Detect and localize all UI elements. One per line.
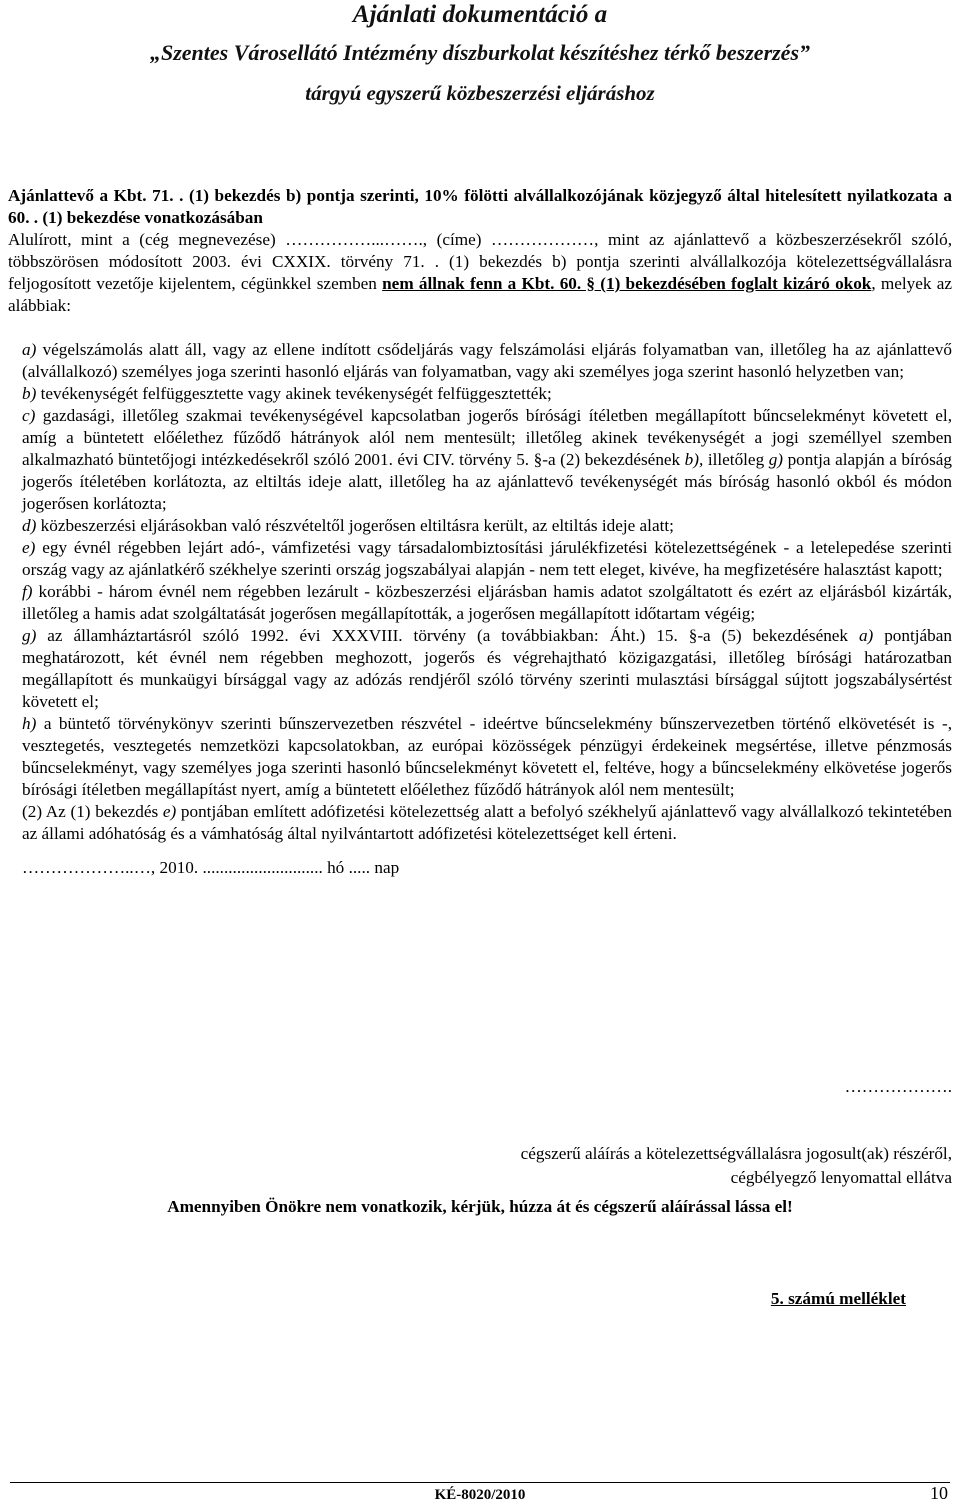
list-item-c: c) gazdasági, illetőleg szakmai tevékenységével kapcsolatban jogerős bírósági ítéletben megállapított bűncselekményt követett el, amíg a büntetett előélethez fűződő hátrányok alól nem mentesült; illetőleg akinek tevékenységét a jogi személlyel szemben alkalmazható büntetőjogi intézkedésekről szóló 2001. évi CIV. törvény 5. §-a (2) bekezdésének b), illetőleg g) pontja alapján a bíróság jogerős ítéletében korlátozta, az eltiltás ideje alatt, illetőleg ha az ajánlattevő tevékenységét más bíróság hasonló okból és módon jogerősen korlátozta; <box>22 406 952 513</box>
instruction-note: Amennyiben Önökre nem vonatkozik, kérjük, húzza át és cégszerű aláírással lássa el! <box>167 1197 793 1216</box>
list-item-e: e) egy évnél régebben lejárt adó-, vámfizetési vagy társadalombiztosítási járulékfizetési kötelezettségének - a letelepedése szerinti ország vagy az ajánlatkérő székhelye szerinti ország jogszabályai alapján - nem tett eleget, kivéve, ha megfizetésére halasztást kapott; <box>22 538 952 579</box>
attachment-label: 5. számú melléklet <box>770 1289 906 1308</box>
list-item-f: f) korábbi - három évnél nem régebben lezárult - közbeszerzési eljárásban hamis adatot szolgáltatott és ezért az eljárásból kizárták, illetőleg a hamis adat szolgáltatását jogerősen megállapították, a jogerősen megállapított időtartam végéig; <box>22 582 952 623</box>
signature-dots: ………………. <box>844 1077 952 1096</box>
footer-doc-id: KÉ-8020/2010 <box>434 1487 526 1503</box>
list-item-d: d) közbeszerzési eljárásokban való részvételtől jogerősen eltiltásra került, az eltiltás ideje alatt; <box>22 516 674 535</box>
list-item-g: g) az államháztartásról szóló 1992. évi XXXVIII. törvény (a továbbiakban: Áht.) 15. §-a (5) bekezdésének a) pontjában meghatározott, két évnél nem régebben meghozott, jogerős és végrehajtható közigazgatási, illetőleg bírósági határozatban megállapított és munkaügyi bírsággal vagy az adózás rendjéről szóló törvény szerinti mulasztási bírsággal sújtott jogszabálysértést követett el; <box>22 626 952 711</box>
list-item-b: b) tevékenységét felfüggesztette vagy akinek tevékenységét felfüggesztették; <box>22 384 552 403</box>
section-title: Ajánlattevő a Kbt. 71. . (1) bekezdés b) pontja szerinti, 10% fölötti alvállalkozójának közjegyző által hitelesített nyilatkozata a 60. . (1) bekezdése vonatkozásában <box>8 186 952 227</box>
footer-rule <box>10 1482 950 1483</box>
intro-end: , melyek az alábbiak: <box>8 274 952 315</box>
list-item-a: a) végelszámolás alatt áll, vagy az ellene indított csődeljárás vagy felszámolási eljárás folyamatban van, illetőleg ha az ajánlattevő (alvállalkozó) személyes joga szerinti hasonló eljárás van folyamatban, vagy aki személyes joga szerint hasonló helyzetben van; <box>22 340 952 381</box>
date-line: ………………..…, 2010. ............................ hó ..... nap <box>22 858 400 877</box>
signature-line-2: cégbélyegző lenyomattal ellátva <box>730 1168 952 1187</box>
spacer <box>8 845 952 857</box>
document-header <box>0 0 960 108</box>
signature-line-1: cégszerű aláírás a kötelezettségvállalásra jogosult(ak) részéről, <box>520 1144 952 1163</box>
spacer <box>8 317 952 339</box>
paragraph-2: (2) Az (1) bekezdés e) pontjában említett adófizetési kötelezettség alatt a befolyó székhelyű ajánlattevő vagy alvállalkozó tekintetében az állami adóhatóság és a vámhatóság által nyilvántartott adófizetési kötelezettséget kell érteni. <box>22 802 952 843</box>
document-body <box>8 185 952 879</box>
intro-emphasis: nem állnak fenn a Kbt. 60. § (1) bekezdésében foglalt kizáró okok <box>382 274 872 293</box>
header-line-3: tárgyú egyszerű közbeszerzési eljáráshoz <box>305 81 655 105</box>
header-line-2: „Szentes Városellátó Intézmény díszburkolat készítéshez térkő beszerzés” <box>149 40 811 65</box>
page-number: 10 <box>930 1483 948 1503</box>
intro-paragraph <box>8 229 952 317</box>
signature-block <box>521 1142 952 1190</box>
header-line-1: Ajánlati dokumentáció a <box>352 1 608 28</box>
intro-text: Alulírott, mint a (cég megnevezése) ……………...……., (címe) ………………, mint az ajánlattevő a közbeszerzésekről szóló, többszörösen módosított 2003. évi CXXIX. törvény 71. . (1) bekezdés b) pontja szerinti alvállalkozója kötelezettségvállalásra feljogosított vezetője kijelentem, cégünkkel szemben <box>8 230 952 293</box>
list-item-h: h) a büntető törvénykönyv szerinti bűnszervezetben részvétel - ideértve bűncselekmény bűnszervezetben történő elkövetését is -, vesztegetés, vesztegetés nemzetközi kapcsolatokban, az európai közösségek pénzügyi érdekeinek megsértése, illetve pénzmosás bűncselekményt, vagy személyes joga szerinti hasonló bűncselekményt követett el, feltéve, hogy a bűncselekmény elkövetése jogerős bírósági ítéletben megállapítást nyert, amíg a büntetett előélethez fűződő hátrányok alól nem mentesült; <box>22 714 952 799</box>
